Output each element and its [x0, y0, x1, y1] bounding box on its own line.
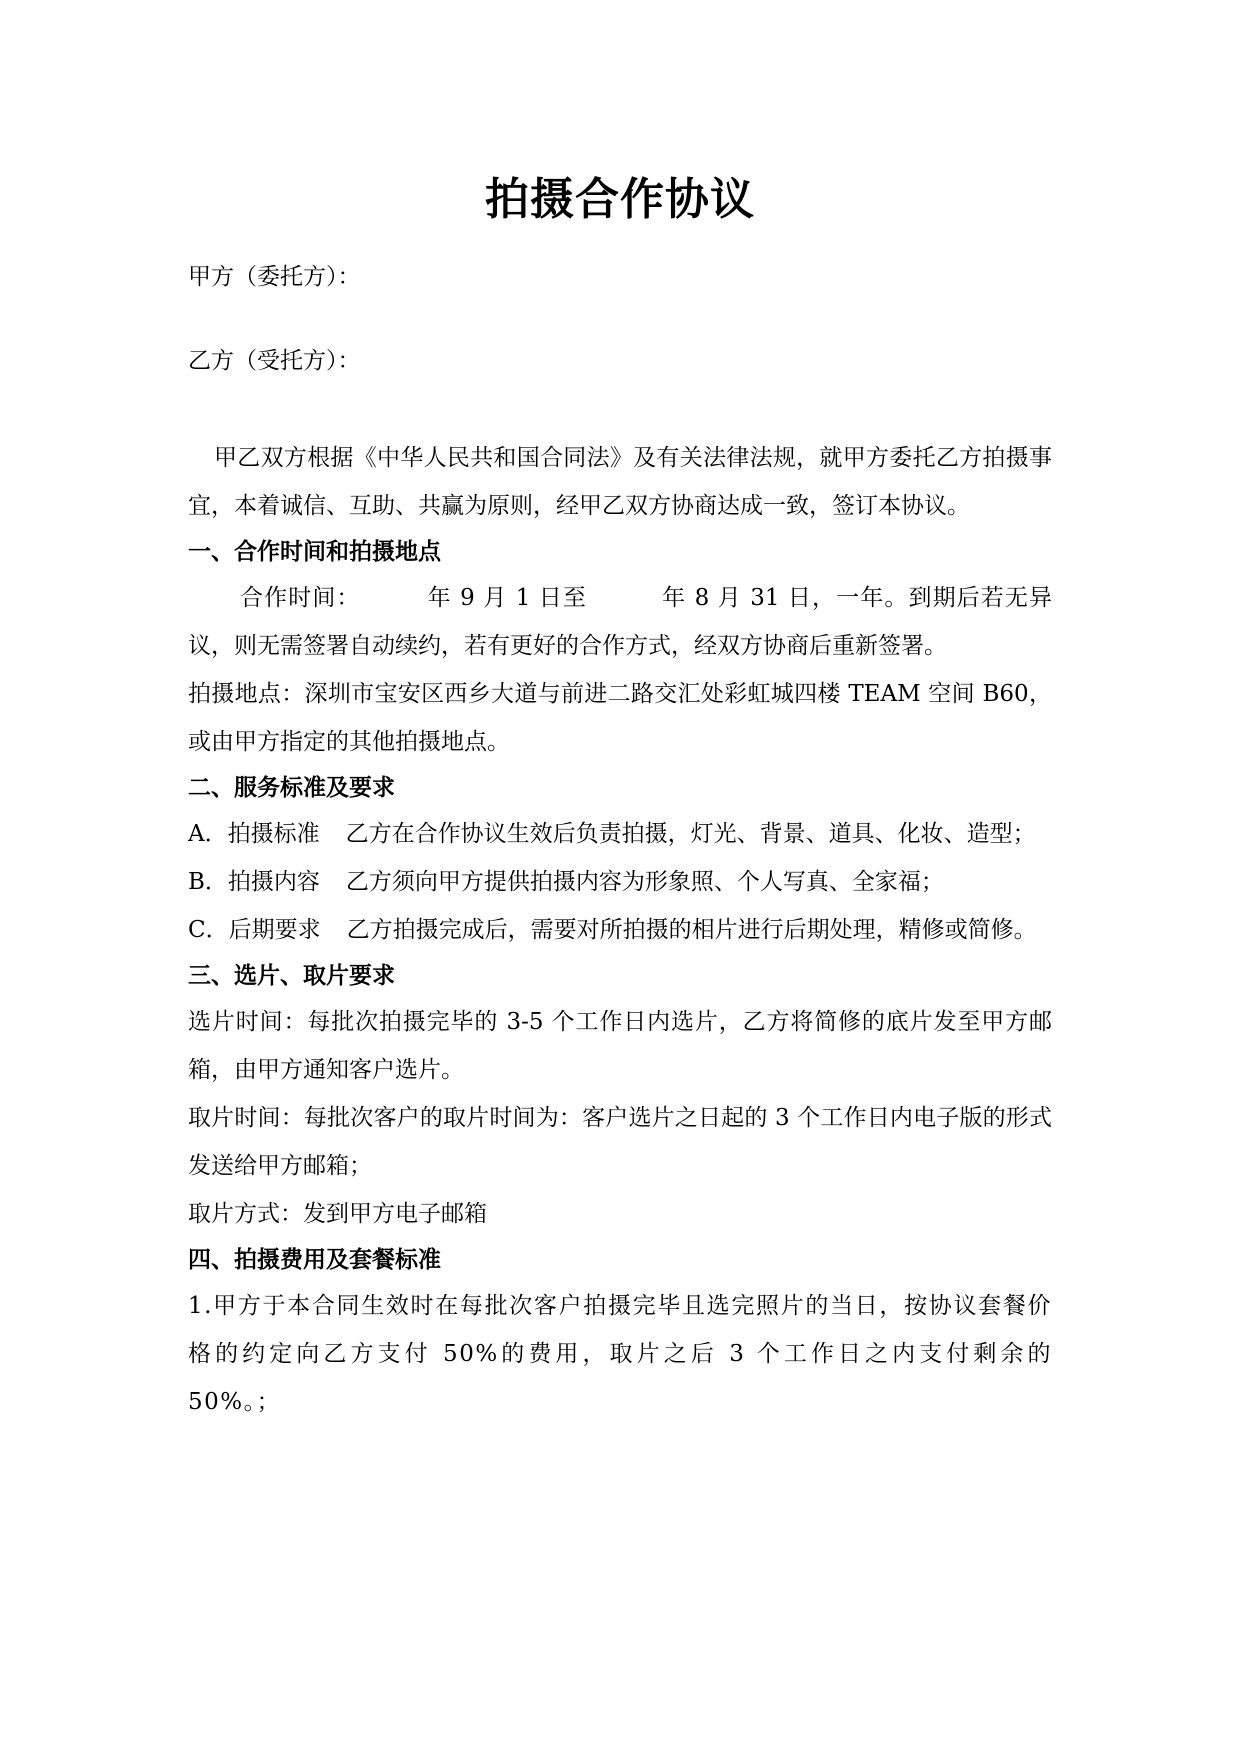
fee-clause-1: 1.甲方于本合同生效时在每批次客户拍摄完毕且选完照片的当日，按协议套餐价格的约定向乙方支付 50%的费用，取片之后 3 个工作日之内支付剩余的 50%。；: [188, 1293, 1052, 1415]
party-a-line: 甲方（委托方）：: [188, 264, 361, 290]
service-item-c-text: 乙方拍摄完成后，需要对所拍摄的相片进行后期处理，精修或简修。: [346, 917, 1037, 943]
section-1-heading: 一、合作时间和拍摄地点: [188, 539, 441, 565]
service-item-a: [188, 810, 1052, 858]
document-body: [188, 434, 1052, 1426]
photo-pickup-method: 取片方式：发到甲方电子邮箱: [188, 1201, 487, 1227]
cooperation-time-end: 年 8 月 31 日，一年。到期后若无异议，则无需签署自动续约，若有更好的合作方式，经双方协商后重新签署。: [188, 585, 1053, 659]
cooperation-time-label: 合作时间：: [240, 585, 361, 611]
party-b-line: 乙方（受托方）：: [188, 348, 361, 374]
section-4-heading: 四、拍摄费用及套餐标准: [188, 1247, 441, 1273]
photo-selection-time: 选片时间：每批次拍摄完毕的 3-5 个工作日内选片，乙方将简修的底片发至甲方邮箱，由甲方通知客户选片。: [188, 1009, 1052, 1083]
cooperation-time-paragraph: [188, 574, 1052, 670]
photo-pickup-time: 取片时间：每批次客户的取片时间为：客户选片之日起的 3 个工作日内电子版的形式发送给甲方邮箱；: [188, 1105, 1052, 1179]
intro-paragraph: 甲乙双方根据《中华人民共和国合同法》及有关法律法规，就甲方委托乙方拍摄事宜，本着诚信、互助、共赢为原则，经甲乙双方协商达成一致，签订本协议。: [188, 445, 1052, 519]
cooperation-time-start: 年 9 月 1 日至: [426, 585, 588, 611]
service-item-b-text: 乙方须向甲方提供拍摄内容为形象照、个人写真、全家福；: [345, 869, 944, 895]
section-2-heading: 二、服务标准及要求: [188, 775, 395, 801]
service-item-b: [188, 858, 1052, 906]
section-3-heading: 三、选片、取片要求: [188, 963, 395, 989]
service-item-b-label: B．拍摄内容: [188, 869, 320, 895]
service-item-a-label: A．拍摄标准: [188, 821, 320, 847]
service-item-c: [188, 906, 1052, 954]
service-item-c-label: C．后期要求: [188, 917, 321, 943]
document-title: 拍摄合作协议: [485, 174, 755, 225]
service-item-a-text: 乙方在合作协议生效后负责拍摄，灯光、背景、道具、化妆、造型；: [345, 821, 1036, 847]
shooting-location-paragraph: 拍摄地点：深圳市宝安区西乡大道与前进二路交汇处彩虹城四楼 TEAM 空间 B60，或由甲方指定的其他拍摄地点。: [188, 681, 1052, 755]
